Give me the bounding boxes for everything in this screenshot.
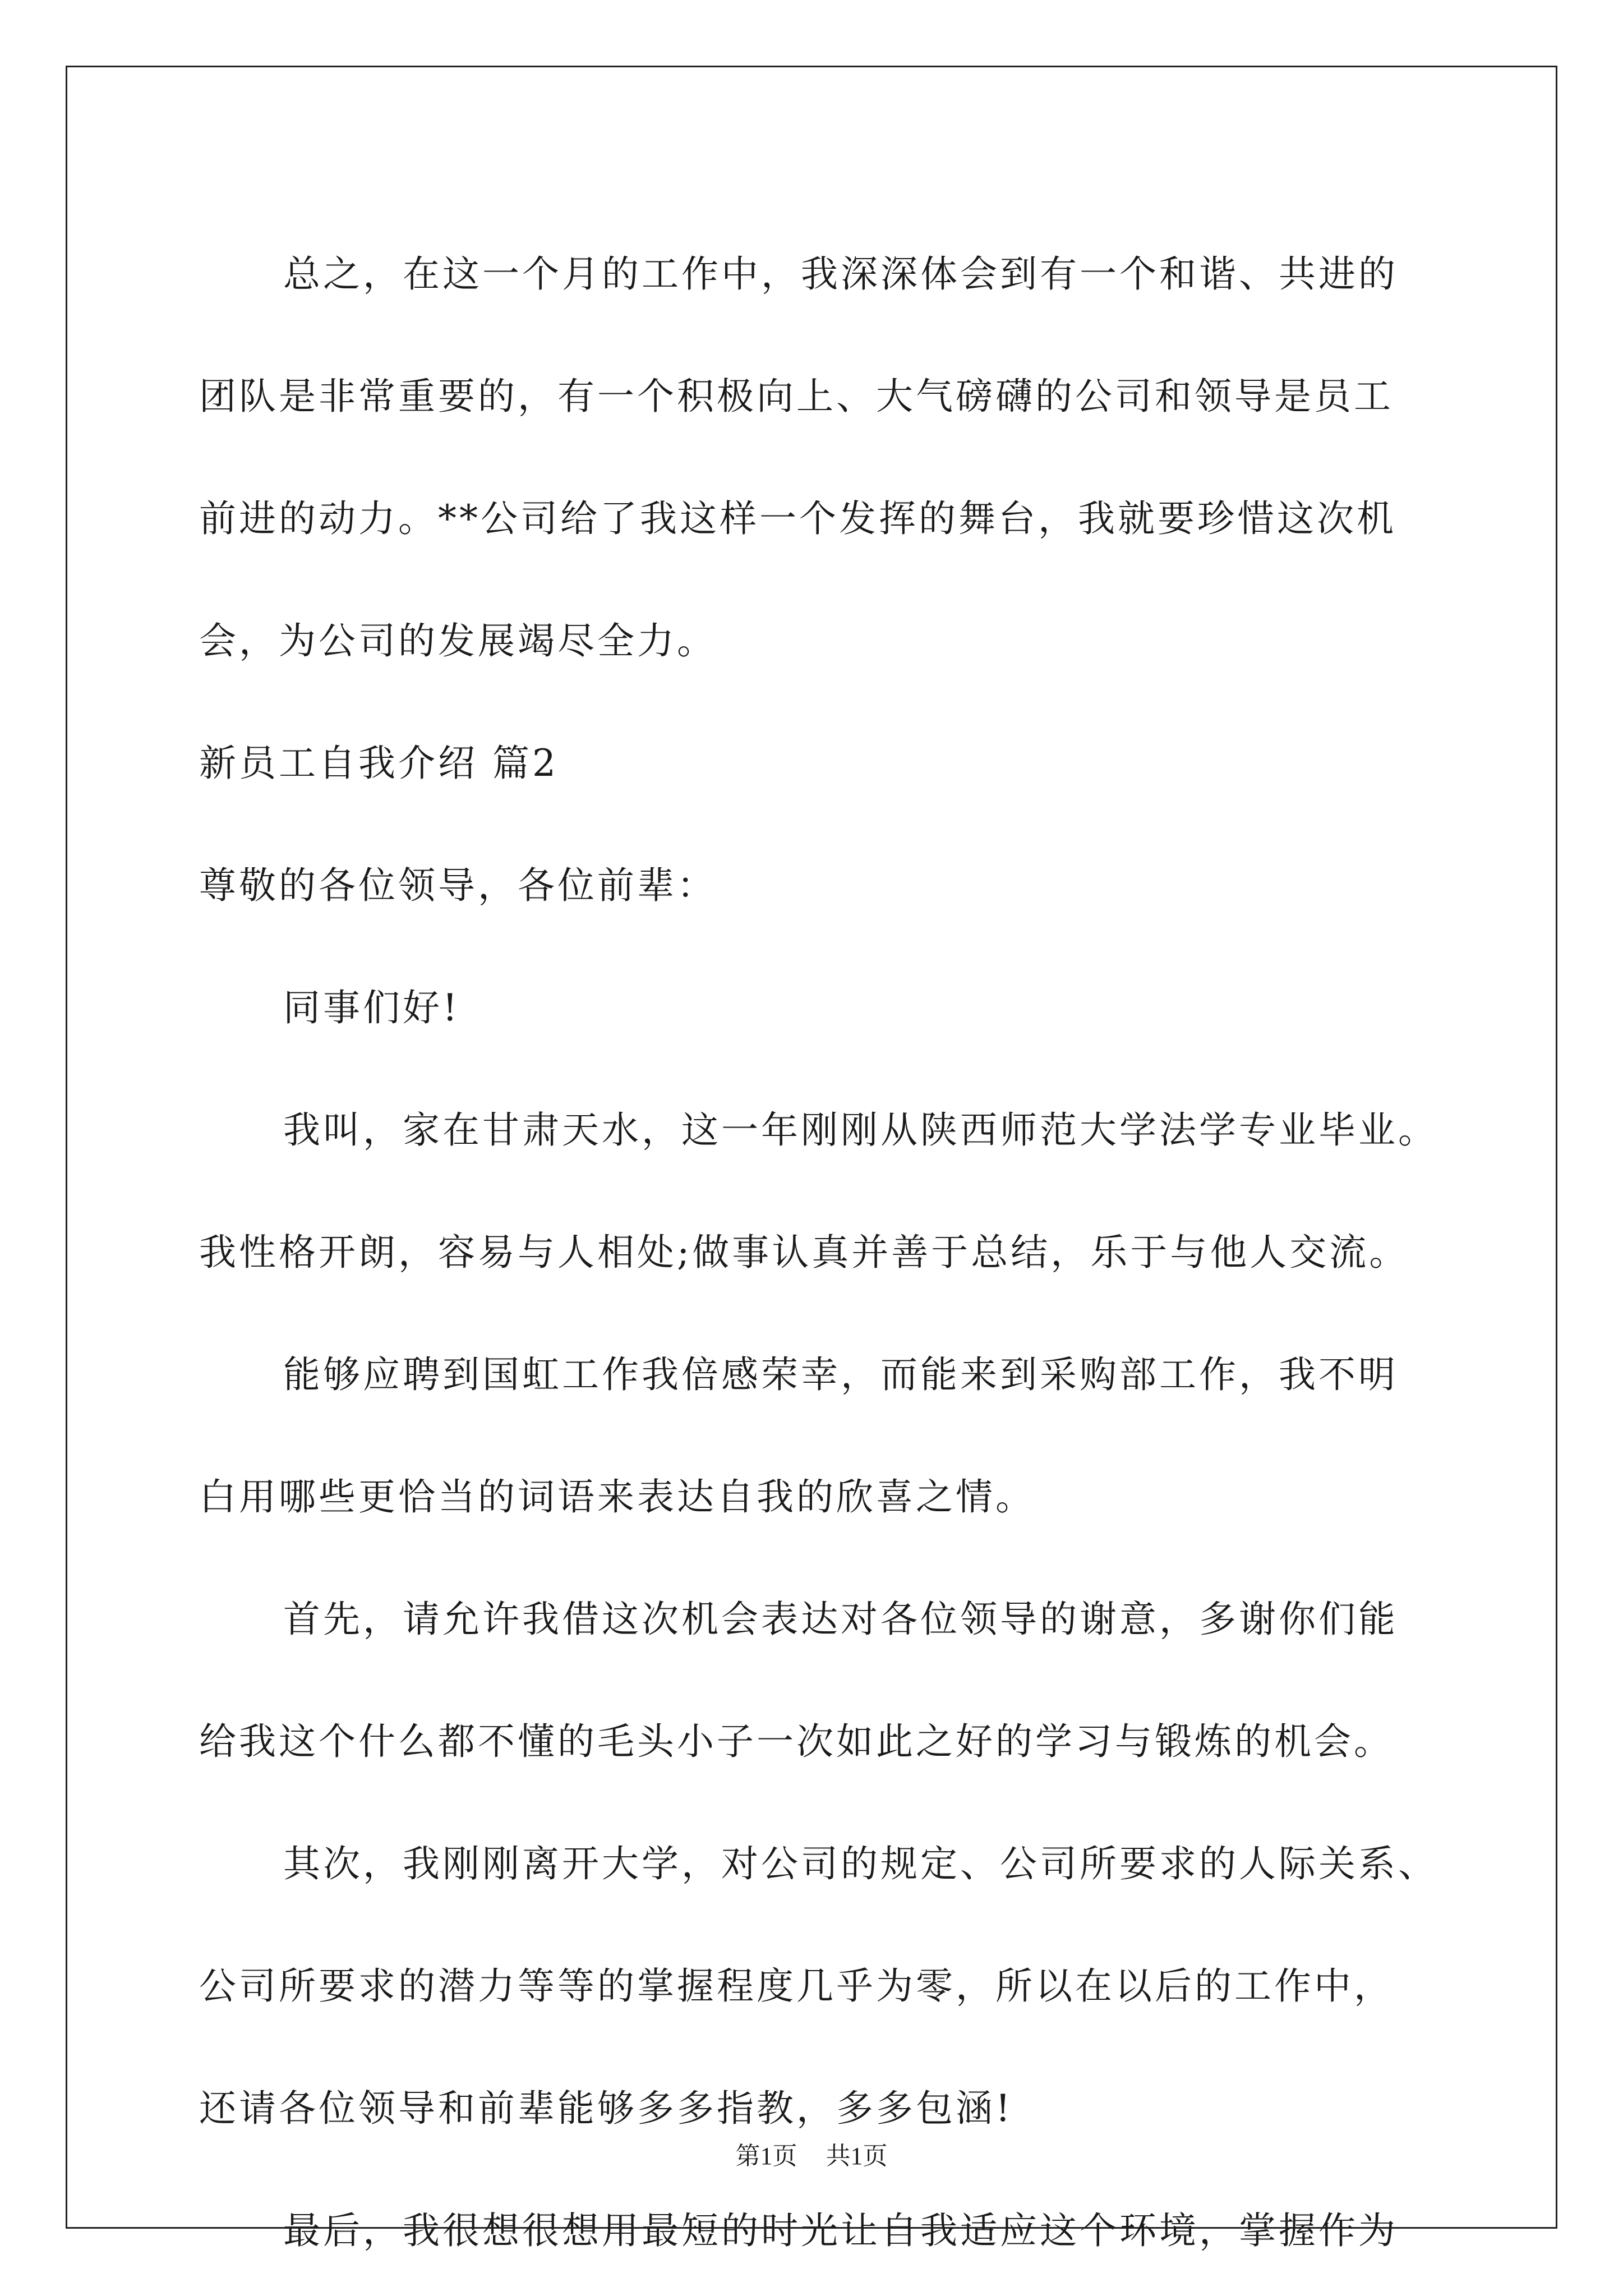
paragraph-line: 首先，请允许我借这次机会表达对各位领导的谢意，多谢你们能 (283, 1598, 1398, 1641)
paragraph-line: 前进的动力。**公司给了我这样一个发挥的舞台，我就要珍惜这次机 (199, 497, 1396, 540)
paragraph-line: 给我这个什么都不懂的毛头小子一次如此之好的学习与锻炼的机会。 (199, 1720, 1394, 1763)
page-footer (0, 2139, 1623, 2173)
paragraph-line: 公司所要求的潜力等等的掌握程度几乎为零，所以在以后的工作中， (199, 1964, 1394, 2008)
section-heading: 新员工自我介绍 篇2 (199, 742, 559, 785)
paragraph-line: 我叫，家在甘肃天水，这一年刚刚从陕西师范大学法学专业毕业。 (283, 1108, 1438, 1152)
paragraph-line: 其次，我刚刚离开大学，对公司的规定、公司所要求的人际关系、 (283, 1842, 1438, 1885)
paragraph-line: 我性格开朗，容易与人相处;做事认真并善于总结，乐于与他人交流。 (199, 1231, 1409, 1274)
paragraph-line: 最后，我很想很想用最短的时光让自我适应这个环境，掌握作为 (283, 2209, 1398, 2252)
paragraph-line: 能够应聘到国虹工作我倍感荣幸，而能来到采购部工作，我不明 (283, 1353, 1398, 1396)
page-number: 第1页 (735, 2142, 797, 2170)
paragraph-line: 白用哪些更恰当的词语来表达自我的欣喜之情。 (199, 1475, 1035, 1519)
paragraph-line: 会，为公司的发展竭尽全力。 (199, 619, 717, 662)
paragraph-line: 总之，在这一个月的工作中，我深深体会到有一个和谐、共进的 (283, 252, 1398, 296)
greeting: 同事们好! (283, 986, 460, 1029)
page-total: 共1页 (826, 2142, 888, 2170)
paragraph-line: 还请各位领导和前辈能够多多指教，多多包涵! (199, 2087, 1013, 2130)
paragraph-line: 团队是非常重要的，有一个积极向上、大气磅礴的公司和领导是员工 (199, 375, 1394, 418)
salutation: 尊敬的各位领导，各位前辈： (199, 864, 717, 907)
document-body (199, 213, 1438, 2292)
